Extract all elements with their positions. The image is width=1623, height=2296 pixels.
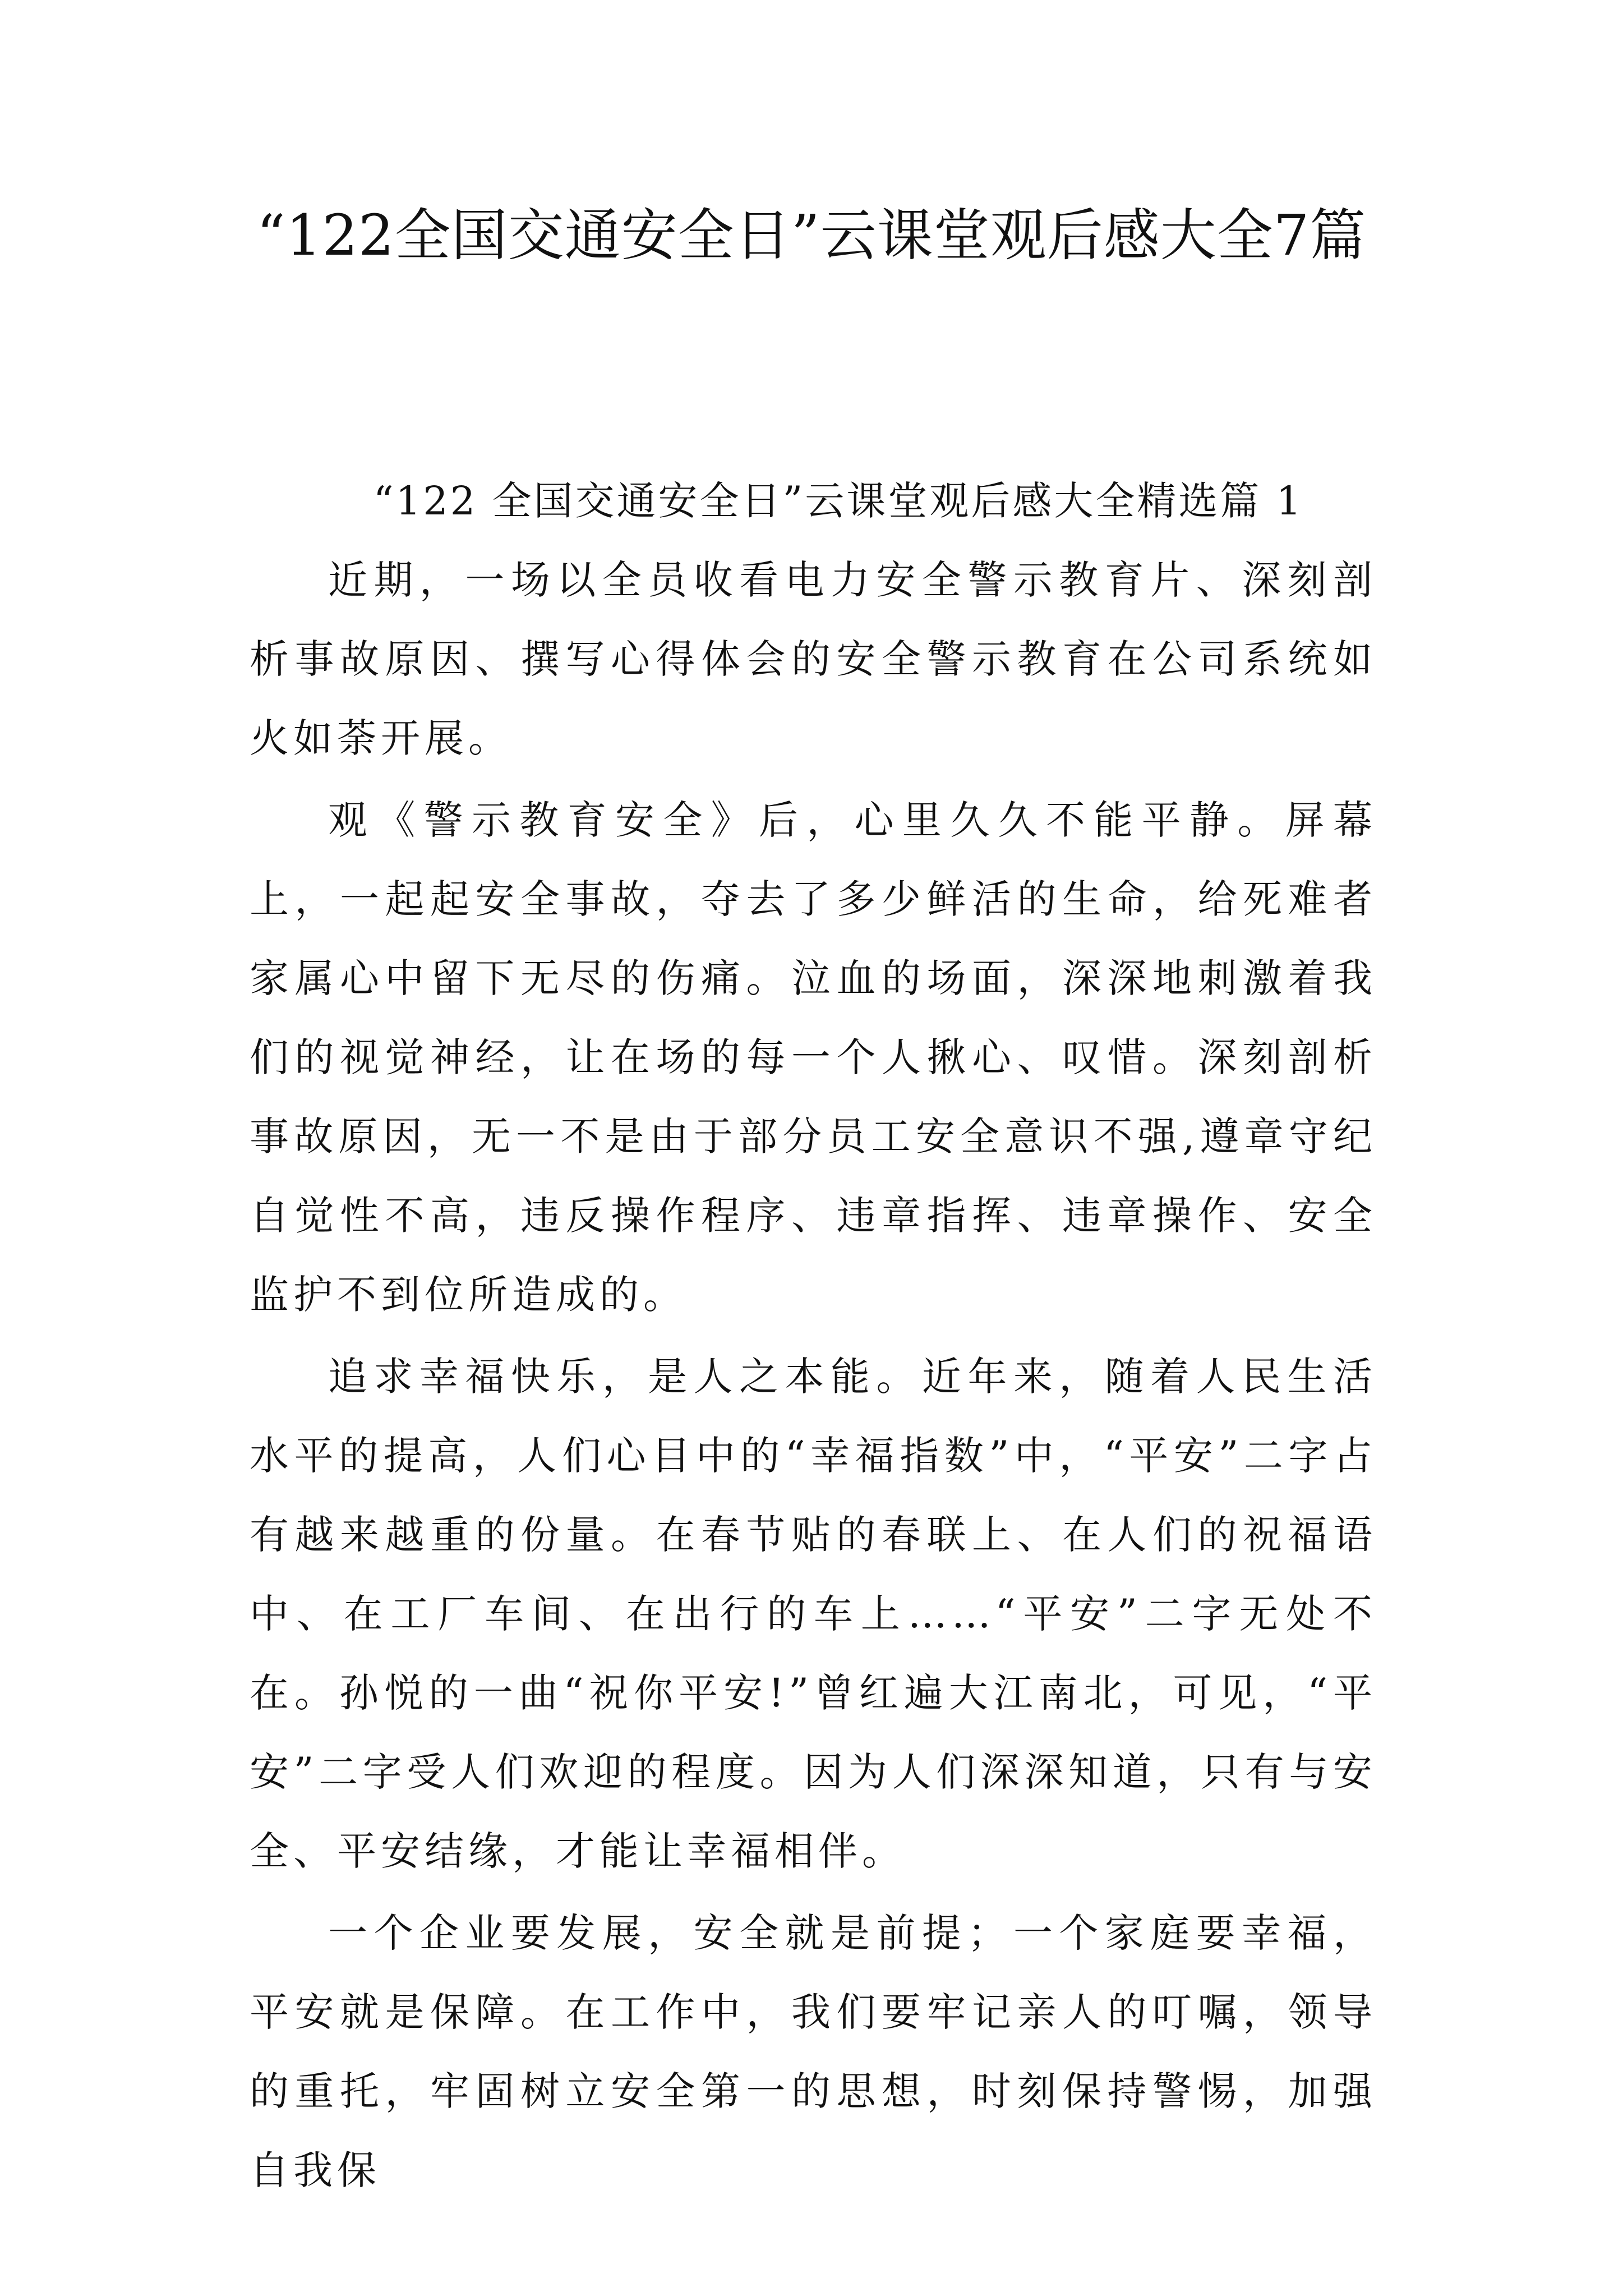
document-title: “122全国交通安全日”云课堂观后感大全7篇 xyxy=(256,203,1367,268)
section-heading: “122 全国交通安全日”云课堂观后感大全精选篇 1 xyxy=(373,478,1304,524)
body-paragraph: 近期，一场以全员收看电力安全警示教育片、深刻剖析事故原因、撰写心得体会的安全警示教育在公司系统如火如荼开展。 xyxy=(250,557,1377,761)
body-paragraph: 一个企业要发展，安全就是前提；一个家庭要幸福，平安就是保障。在工作中，我们要牢记亲人的叮嘱，领导的重托，牢固树立安全第一的思想，时刻保持警惕，加强自我保 xyxy=(250,1910,1377,2193)
body-paragraph: 追求幸福快乐，是人之本能。近年来，随着人民生活水平的提高，人们心目中的“幸福指数”中，“平安”二字占有越来越重的份量。在春节贴的春联上、在人们的祝福语中、在工厂车间、在出行的车上……“平安”二字无处不在。孙悦的一曲“祝你平安!”曾红遍大江南北，可见，“平安”二字受人们欢迎的程度。因为人们深深知道，只有与安全、平安结缘，才能让幸福相伴。 xyxy=(250,1354,1377,1874)
body-paragraph: 观《警示教育安全》后，心里久久不能平静。屏幕上，一起起安全事故，夺去了多少鲜活的生命，给死难者家属心中留下无尽的伤痛。泣血的场面，深深地刺激着我们的视觉神经，让在场的每一个人揪心、叹惜。深刻剖析事故原因，无一不是由于部分员工安全意识不强,遵章守纪自觉性不高，违反操作程序、违章指挥、违章操作、安全监护不到位所造成的。 xyxy=(250,797,1377,1318)
document-body xyxy=(250,541,1377,2213)
